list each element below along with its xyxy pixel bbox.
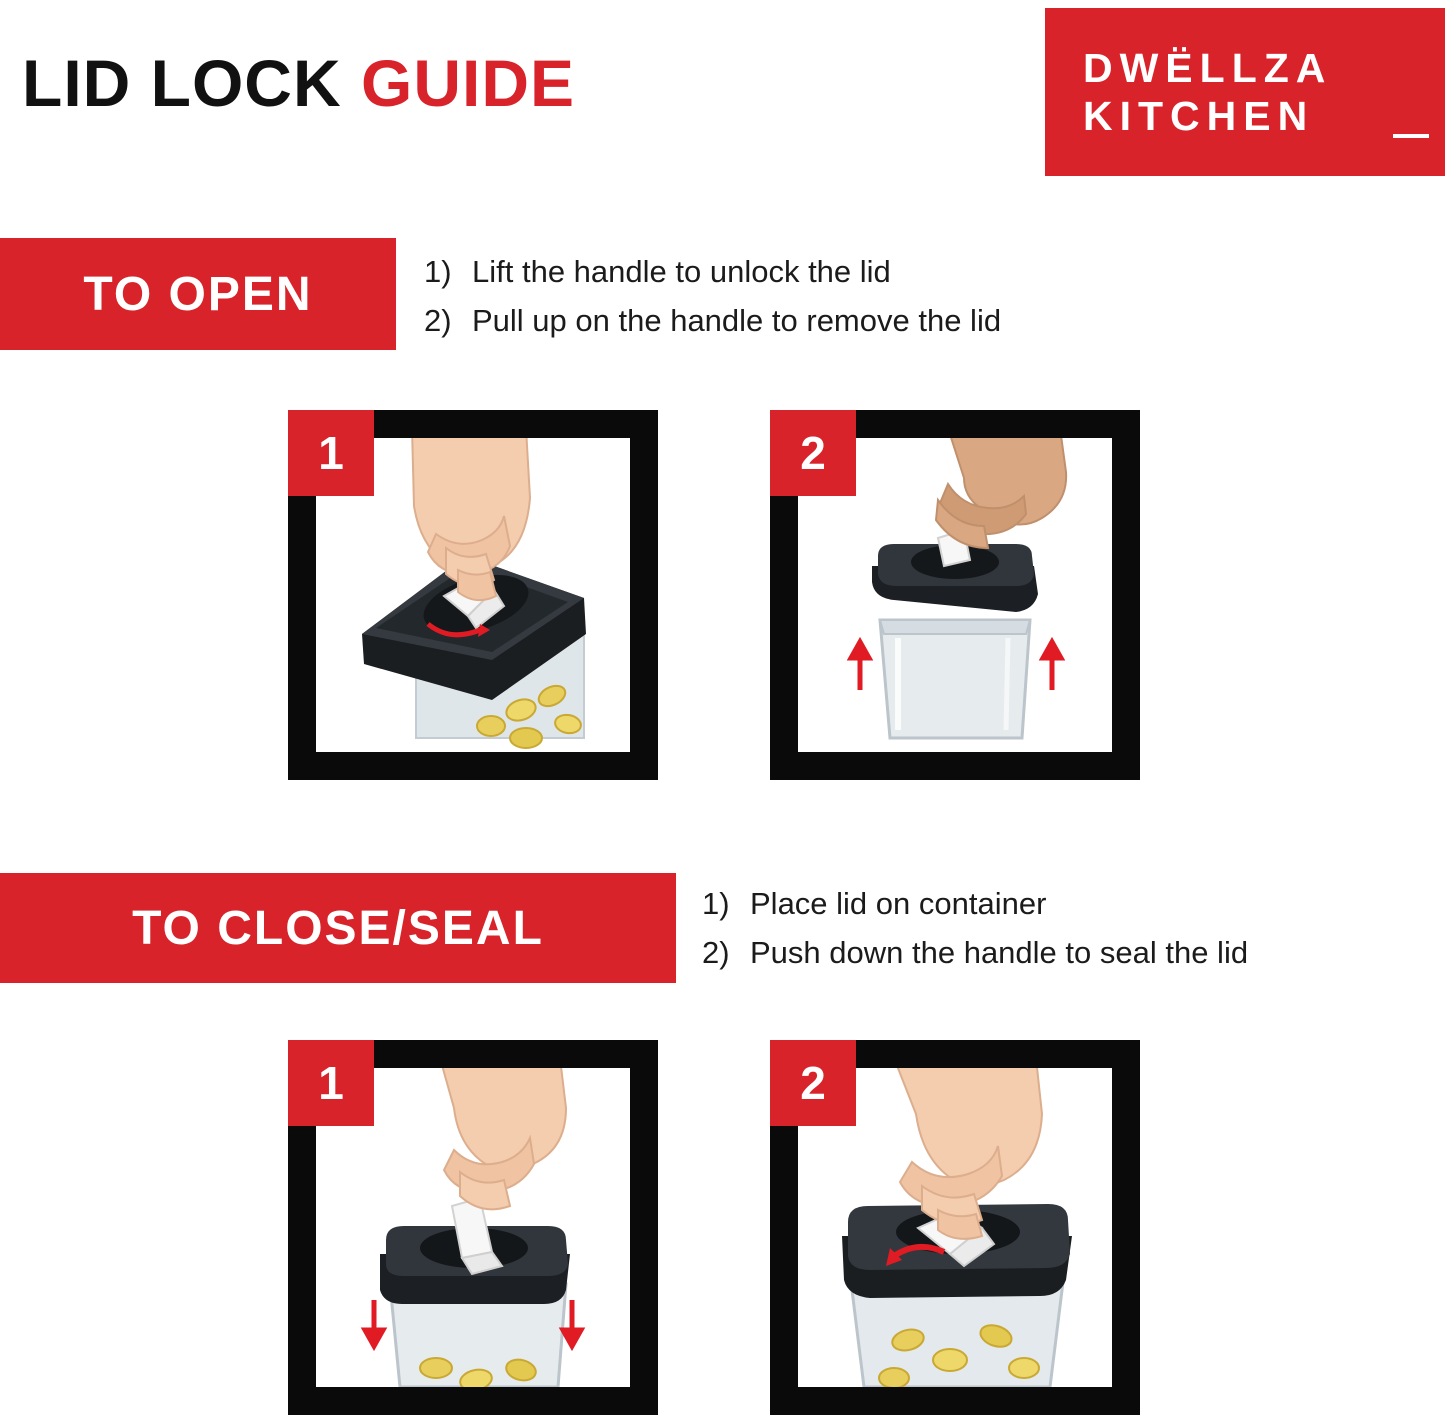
figure-badge: 2 bbox=[770, 410, 856, 496]
step-number: 1) bbox=[424, 254, 452, 289]
page-title bbox=[22, 46, 576, 120]
page-title-accent: GUIDE bbox=[360, 46, 576, 120]
step-number: 2) bbox=[424, 302, 452, 338]
step-item bbox=[424, 297, 1001, 346]
section-banner-close bbox=[0, 873, 676, 983]
page-header bbox=[0, 0, 1445, 200]
brand-logo-line-2: KITCHEN bbox=[1083, 93, 1315, 139]
step-text: Pull up on the handle to remove the lid bbox=[472, 302, 1002, 338]
step-item bbox=[702, 880, 1248, 929]
step-number: 1) bbox=[702, 886, 730, 921]
step-item bbox=[702, 929, 1248, 978]
page-title-primary: LID LOCK bbox=[22, 46, 342, 120]
step-text: Push down the handle to seal the lid bbox=[750, 934, 1249, 970]
figure-close-step-2 bbox=[770, 1040, 1140, 1415]
steps-list-open bbox=[424, 248, 1001, 346]
step-text: Place lid on container bbox=[750, 886, 1047, 921]
figure-badge: 1 bbox=[288, 1040, 374, 1126]
step-item bbox=[424, 248, 1001, 297]
step-number: 2) bbox=[702, 934, 730, 970]
step-text: Lift the handle to unlock the lid bbox=[472, 254, 891, 289]
section-banner-close-label: TO CLOSE/SEAL bbox=[132, 901, 544, 955]
steps-list-close bbox=[702, 880, 1248, 978]
figure-open-step-2 bbox=[770, 410, 1140, 780]
figure-badge: 2 bbox=[770, 1040, 856, 1126]
figure-badge: 1 bbox=[288, 410, 374, 496]
brand-logo bbox=[1045, 8, 1445, 176]
section-banner-open bbox=[0, 238, 396, 350]
brand-logo-line-1: DWËLLZA bbox=[1083, 44, 1333, 91]
brand-logo-dash bbox=[1393, 134, 1429, 138]
figure-close-step-1 bbox=[288, 1040, 658, 1415]
figure-open-step-1 bbox=[288, 410, 658, 780]
section-banner-open-label: TO OPEN bbox=[83, 267, 313, 321]
